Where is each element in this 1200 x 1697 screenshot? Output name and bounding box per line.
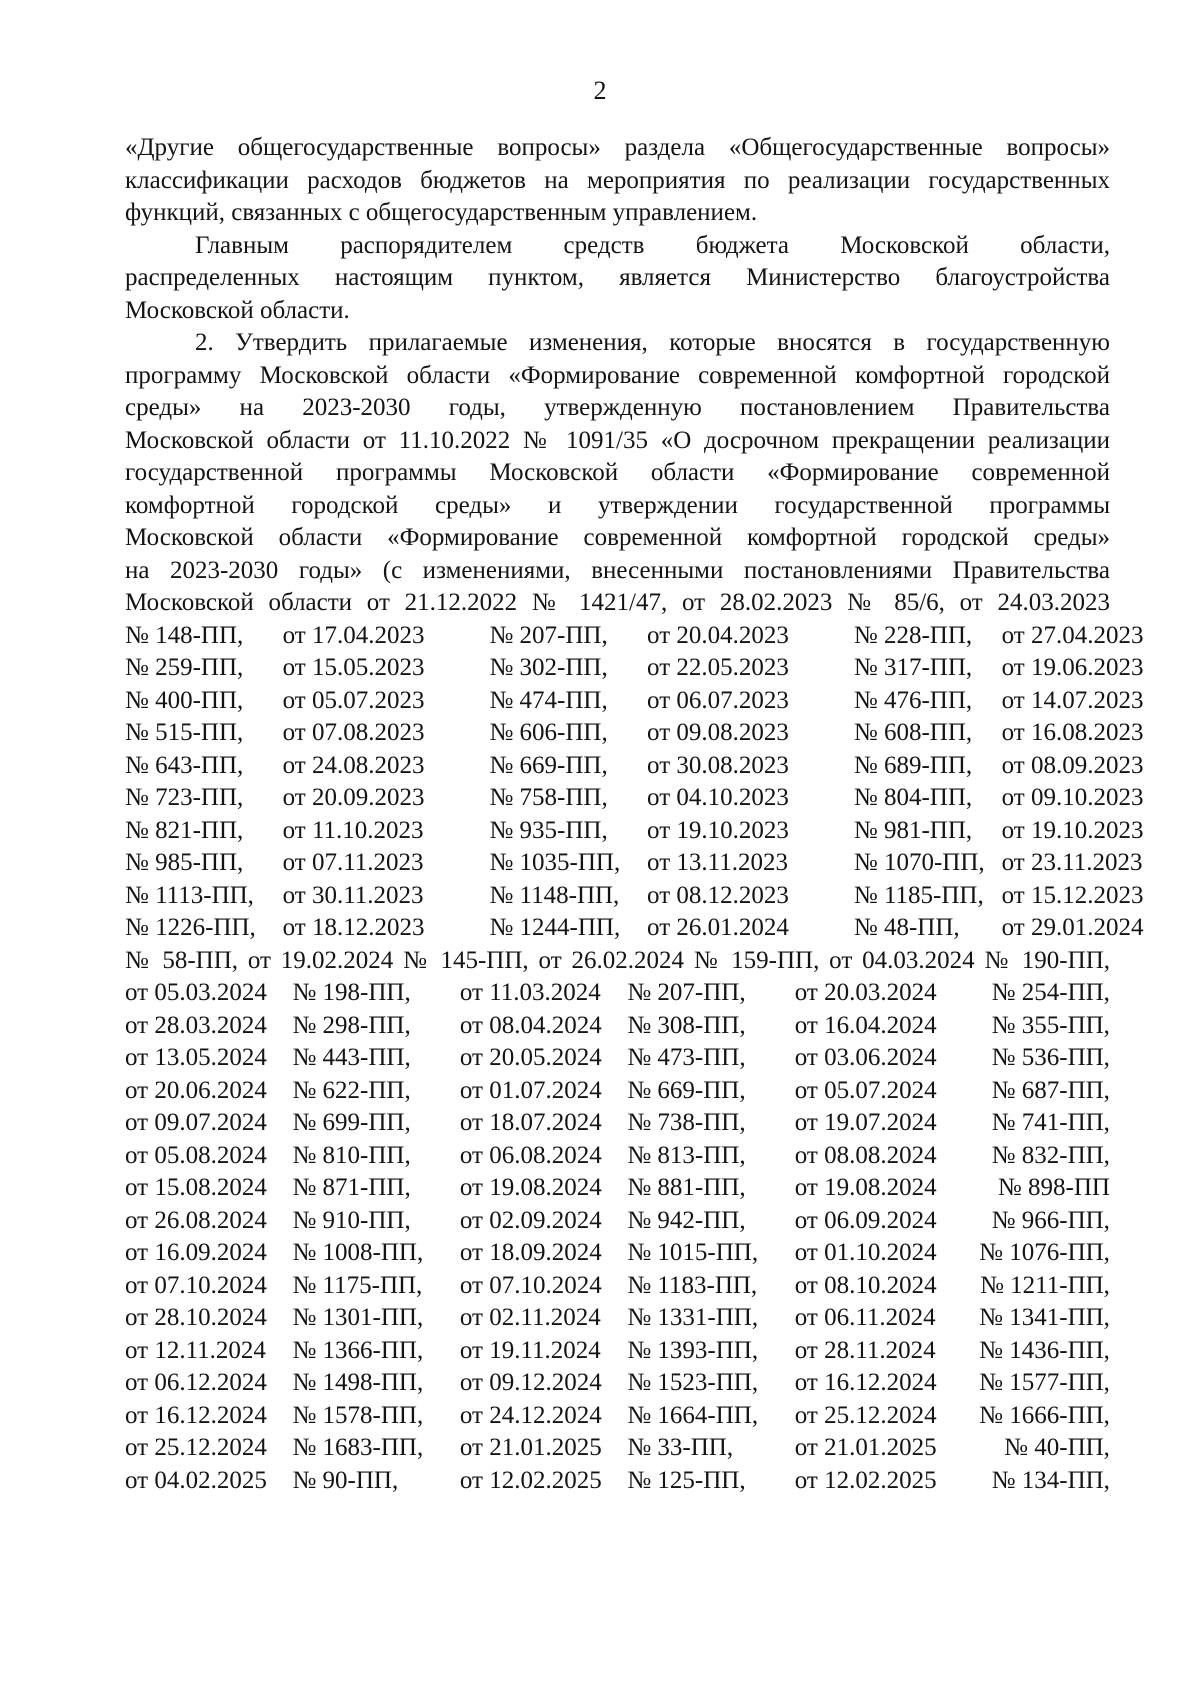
decree-row (125, 880, 1144, 913)
decree-number: № 148-ПП, (125, 621, 244, 649)
decree-row (125, 1107, 1110, 1140)
decree-date: от 08.08.2024 (794, 1141, 937, 1169)
text-line: № 58-ПП, от 19.02.2024 № 145-ПП, от 26.02.2024 № 159-ПП, от 04.03.2024 № 190-ПП, (125, 946, 1110, 974)
decree-number: № 355-ПП, (991, 1011, 1110, 1039)
decree-date: от 28.11.2024 (794, 1336, 936, 1364)
decree-row (125, 652, 1144, 685)
decree-number: № 125-ПП, (627, 1466, 746, 1494)
decree-row (125, 847, 1143, 880)
decree-date: от 28.10.2024 (125, 1304, 267, 1331)
decree-number: № 308-ПП, (627, 1011, 746, 1039)
decree-date: от 24.08.2023 (282, 751, 425, 779)
decree-row (125, 750, 1144, 783)
decree-date: от 06.07.2023 (647, 686, 789, 714)
decree-row (125, 685, 1144, 718)
decree-date: от 29.01.2024 (1001, 914, 1144, 941)
decree-date: от 15.08.2024 (125, 1174, 267, 1201)
decree-number: № 134-ПП, (991, 1466, 1110, 1494)
decree-date: от 06.12.2024 (125, 1369, 267, 1396)
decree-date: от 20.06.2024 (125, 1076, 267, 1104)
decree-number: № 1076-ПП, (979, 1239, 1110, 1266)
decree-number: № 228-ПП, (853, 621, 973, 649)
decree-date: от 06.08.2024 (459, 1141, 602, 1169)
decree-number: № 48-ПП, (853, 914, 960, 941)
decree-date: от 05.03.2024 (125, 979, 267, 1006)
text-line: функций, связанных с общегосударственным управлением. (125, 199, 758, 226)
decree-number: № 832-ПП, (991, 1141, 1110, 1169)
decree-row (125, 1302, 1110, 1335)
decree-date: от 05.08.2024 (125, 1141, 267, 1169)
decree-date: от 27.04.2023 (1001, 621, 1144, 649)
decree-row (125, 1042, 1110, 1075)
decree-number: № 898-ПП (997, 1174, 1110, 1201)
decree-date: от 19.07.2024 (794, 1109, 937, 1136)
decree-list-2023 (125, 620, 1144, 945)
decree-date: от 07.10.2024 (459, 1271, 602, 1299)
decree-date: от 18.07.2024 (459, 1109, 602, 1136)
decree-date: от 18.09.2024 (459, 1239, 602, 1266)
decree-number: № 1148-ПП, (489, 881, 620, 909)
decree-row (125, 977, 1110, 1010)
decree-number: № 1211-ПП, (980, 1271, 1110, 1299)
decree-date: от 16.09.2024 (125, 1239, 267, 1266)
decree-number: № 254-ПП, (991, 979, 1110, 1006)
decree-number: № 298-ПП, (292, 1011, 411, 1039)
decree-number: № 871-ПП, (292, 1174, 411, 1201)
decree-number: № 810-ПП, (292, 1141, 411, 1169)
decree-date: от 19.08.2024 (794, 1174, 937, 1201)
decree-number: № 259-ПП, (125, 654, 244, 681)
decree-number: № 881-ПП, (627, 1174, 746, 1201)
decree-date: от 28.03.2024 (125, 1011, 267, 1039)
decree-number: № 1664-ПП, (627, 1401, 759, 1429)
decree-number: № 1523-ПП, (627, 1369, 759, 1396)
decree-date: от 02.11.2024 (459, 1304, 601, 1331)
decree-date: от 16.04.2024 (794, 1011, 937, 1039)
decree-number: № 935-ПП, (489, 816, 608, 844)
decree-number: № 1393-ПП, (627, 1336, 759, 1364)
decree-date: от 11.03.2024 (459, 979, 601, 1006)
decree-date: от 03.06.2024 (794, 1044, 937, 1071)
decree-date: от 23.11.2023 (1001, 849, 1143, 876)
decree-date: от 11.10.2023 (282, 816, 424, 844)
decree-row (125, 1237, 1110, 1270)
decree-number: № 910-ПП, (292, 1206, 411, 1234)
text-line: Московской области от 11.10.2022 № 1091/35 «О досрочном прекращении реализации (125, 426, 1110, 454)
text-line: на 2023-2030 годы» (с изменениями, внесенными постановлениями Правительства (125, 556, 1110, 584)
decree-number: № 1113-ПП, (125, 881, 254, 909)
decree-number: № 317-ПП, (853, 654, 973, 681)
text-line: государственной программы Московской области «Формирование современной (125, 459, 1110, 486)
decree-number: № 1015-ПП, (627, 1239, 759, 1266)
decree-number: № 1183-ПП, (627, 1271, 758, 1299)
decree-date: от 16.12.2024 (794, 1369, 937, 1396)
decree-number: № 1244-ПП, (489, 914, 621, 941)
decree-date: от 25.12.2024 (125, 1434, 267, 1461)
text-line: Московской области. (125, 296, 350, 324)
decree-number: № 622-ПП, (292, 1076, 411, 1104)
decree-date: от 30.11.2023 (282, 881, 424, 909)
document-body (125, 132, 1144, 1497)
text-line: программу Московской области «Формирование современной комфортной городской (125, 361, 1110, 389)
decree-row (125, 1140, 1110, 1173)
decree-number: № 1070-ПП, (853, 849, 985, 876)
decree-number: № 687-ПП, (991, 1076, 1110, 1104)
text-line: распределенных настоящим пунктом, является Министерство благоустройства (125, 264, 1110, 291)
decree-number: № 1666-ПП, (979, 1401, 1110, 1429)
decree-date: от 16.12.2024 (125, 1401, 267, 1429)
decree-date: от 18.12.2023 (282, 914, 425, 941)
text-line: Главным распорядителем средств бюджета Московской области, (195, 231, 1110, 259)
decree-number: № 643-ПП, (125, 751, 244, 779)
decree-date: от 05.07.2023 (282, 686, 425, 714)
decree-number: № 40-ПП, (1004, 1434, 1110, 1461)
decree-number: № 207-ПП, (489, 621, 608, 649)
decree-date: от 17.04.2023 (282, 621, 425, 649)
decree-number: № 1301-ПП, (292, 1304, 424, 1331)
text-line: Московской области «Формирование современной комфортной городской среды» (125, 524, 1110, 551)
decree-date: от 01.10.2024 (794, 1239, 937, 1266)
decree-row (125, 1465, 1110, 1498)
decree-number: № 821-ПП, (125, 816, 244, 844)
decree-date: от 07.10.2024 (125, 1271, 267, 1299)
decree-number: № 1185-ПП, (853, 881, 984, 909)
decree-row (125, 1010, 1110, 1043)
decree-row (125, 782, 1144, 815)
text-line: комфортной городской среды» и утверждении государственной программы (125, 491, 1110, 519)
decree-row (125, 717, 1144, 750)
decree-number: № 741-ПП, (991, 1109, 1110, 1136)
decree-number: № 443-ПП, (292, 1044, 411, 1071)
decree-date: от 09.07.2024 (125, 1109, 267, 1136)
decree-number: № 723-ПП, (125, 784, 244, 811)
decree-number: № 1331-ПП, (627, 1304, 759, 1331)
decree-number: № 1683-ПП, (292, 1434, 424, 1461)
decree-number: № 536-ПП, (991, 1044, 1110, 1071)
decree-date: от 21.01.2025 (794, 1434, 937, 1461)
decree-date: от 07.11.2023 (282, 849, 424, 876)
decree-number: № 1578-ПП, (292, 1401, 424, 1429)
decree-number: № 1577-ПП, (979, 1369, 1110, 1396)
decree-date: от 15.05.2023 (282, 654, 425, 681)
text-line: «Другие общегосударственные вопросы» раздела «Общегосударственные вопросы» (125, 134, 1110, 161)
decree-date: от 08.04.2024 (459, 1011, 602, 1039)
decree-date: от 20.09.2023 (282, 784, 425, 811)
decree-number: № 1366-ПП, (292, 1336, 424, 1364)
decree-date: от 07.08.2023 (282, 719, 425, 746)
decree-number: № 474-ПП, (489, 686, 608, 714)
decree-number: № 813-ПП, (627, 1141, 746, 1169)
decree-number: № 606-ПП, (489, 719, 608, 746)
decree-number: № 515-ПП, (125, 719, 244, 746)
paragraph-budget-classification (125, 132, 1110, 230)
decree-number: № 804-ПП, (853, 784, 973, 811)
decree-date: от 08.12.2023 (647, 881, 789, 909)
decree-date: от 01.07.2024 (459, 1076, 602, 1104)
decree-date: от 06.09.2024 (794, 1206, 937, 1234)
decree-date: от 12.11.2024 (125, 1336, 266, 1364)
decree-number: № 608-ПП, (853, 719, 973, 746)
decree-number: № 473-ПП, (627, 1044, 746, 1071)
decree-date: от 04.02.2025 (125, 1466, 267, 1494)
text-line: 2. Утвердить прилагаемые изменения, которые вносятся в государственную (195, 329, 1110, 356)
decree-number: № 669-ПП, (489, 751, 608, 779)
decree-date: от 14.07.2023 (1001, 686, 1144, 714)
decree-number: № 1035-ПП, (489, 849, 621, 876)
decree-number: № 942-ПП, (627, 1206, 746, 1234)
decree-row (125, 912, 1144, 945)
decree-number: № 966-ПП, (991, 1206, 1110, 1234)
decree-number: № 985-ПП, (125, 849, 244, 876)
decree-number: № 1008-ПП, (292, 1239, 424, 1266)
paragraph-main-administrator (125, 230, 1110, 328)
decree-date: от 20.03.2024 (794, 979, 937, 1006)
decree-date: от 30.08.2023 (647, 751, 789, 779)
decree-date: от 09.10.2023 (1001, 784, 1144, 811)
decree-number: № 33-ПП, (627, 1434, 734, 1461)
decree-number: № 1436-ПП, (979, 1336, 1110, 1364)
decree-number: № 1175-ПП, (292, 1271, 423, 1299)
decree-row (125, 1400, 1110, 1433)
decree-date: от 24.12.2024 (459, 1401, 602, 1429)
decree-list-2024 (125, 977, 1110, 1497)
decree-date: от 25.12.2024 (794, 1401, 937, 1429)
decree-date: от 26.01.2024 (647, 914, 789, 941)
decree-number: № 1226-ПП, (125, 914, 256, 941)
decree-date: от 13.11.2023 (647, 849, 788, 876)
decree-row (125, 620, 1144, 653)
decree-number: № 689-ПП, (853, 751, 973, 779)
text-line: среды» на 2023-2030 годы, утвержденную постановлением Правительства (125, 394, 1110, 421)
decree-row (125, 1075, 1110, 1108)
decree-number: № 758-ПП, (489, 784, 608, 811)
decree-date: от 13.05.2024 (125, 1044, 267, 1071)
decree-date: от 09.08.2023 (647, 719, 789, 746)
decree-number: № 738-ПП, (627, 1109, 746, 1136)
decree-number: № 207-ПП, (627, 979, 746, 1006)
decree-date: от 19.06.2023 (1001, 654, 1144, 681)
decree-row (125, 815, 1144, 848)
decree-number: № 1498-ПП, (292, 1369, 424, 1396)
text-line: Московской области от 21.12.2022 № 1421/47, от 28.02.2023 № 85/6, от 24.03.2023 (125, 589, 1110, 616)
page-number: 2 (593, 76, 607, 105)
decree-number: № 302-ПП, (489, 654, 608, 681)
decree-number: № 90-ПП, (292, 1466, 399, 1494)
decree-row (125, 1172, 1110, 1205)
decree-row (125, 1335, 1110, 1368)
decree-date: от 08.09.2023 (1001, 751, 1144, 779)
decree-row (125, 1367, 1110, 1400)
decree-row (125, 1432, 1110, 1465)
decree-date: от 20.05.2024 (459, 1044, 602, 1071)
decree-date: от 09.12.2024 (459, 1369, 602, 1396)
decree-date: от 26.08.2024 (125, 1206, 267, 1234)
decree-date: от 12.02.2025 (459, 1466, 602, 1494)
decree-date: от 06.11.2024 (794, 1304, 936, 1331)
decree-date: от 22.05.2023 (647, 654, 789, 681)
decree-date: от 19.10.2023 (647, 816, 789, 844)
decree-number: № 669-ПП, (627, 1076, 746, 1104)
decree-date: от 16.08.2023 (1001, 719, 1144, 746)
decree-date: от 19.08.2024 (459, 1174, 602, 1201)
decree-date: от 15.12.2023 (1001, 881, 1144, 909)
text-line: классификации расходов бюджетов на мероприятия по реализации государственных (125, 166, 1110, 194)
paragraph-approve-changes (125, 327, 1110, 620)
decree-number: № 400-ПП, (125, 686, 244, 714)
decree-number: № 476-ПП, (853, 686, 973, 714)
decree-date: от 21.01.2025 (459, 1434, 602, 1461)
decree-number: № 981-ПП, (853, 816, 973, 844)
decree-number: № 1341-ПП, (979, 1304, 1110, 1331)
decree-number: № 699-ПП, (292, 1109, 411, 1136)
decree-date: от 08.10.2024 (794, 1271, 937, 1299)
decree-row (125, 1205, 1110, 1238)
decree-date: от 04.10.2023 (647, 784, 789, 811)
decree-date: от 05.07.2024 (794, 1076, 937, 1104)
decree-date: от 19.11.2024 (459, 1336, 601, 1364)
decree-number: № 198-ПП, (292, 979, 411, 1006)
decree-row (125, 1270, 1110, 1303)
decree-date: от 19.10.2023 (1001, 816, 1144, 844)
decree-date: от 12.02.2025 (794, 1466, 937, 1494)
decree-date: от 20.04.2023 (647, 621, 789, 649)
decree-date: от 02.09.2024 (459, 1206, 602, 1234)
